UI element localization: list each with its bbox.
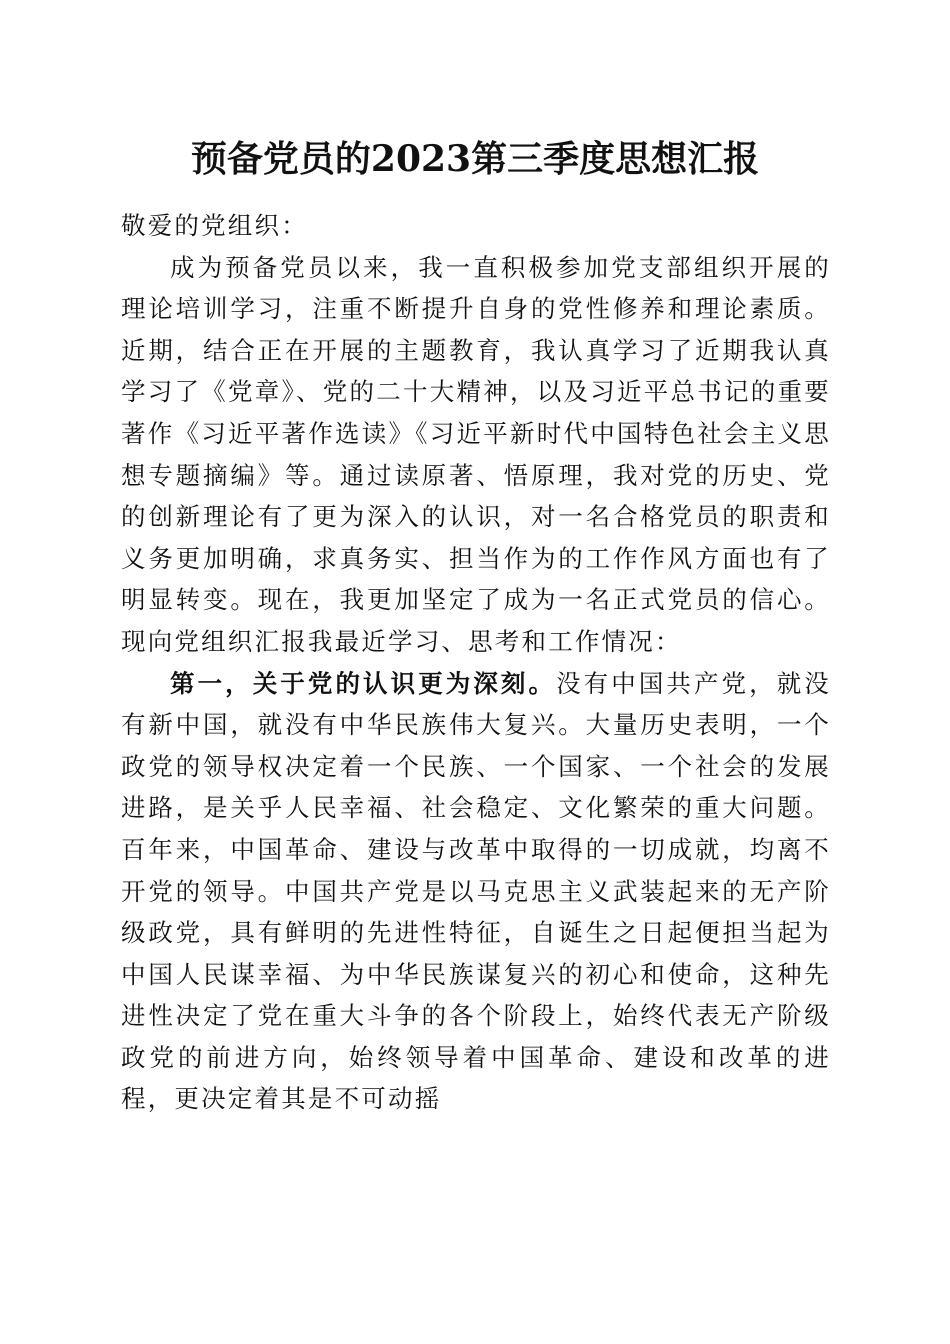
paragraph-first-point (121, 663, 831, 1121)
paragraph-lead: 第一，关于党的认识更为深刻。 (170, 668, 557, 698)
document-title: 预备党员的2023第三季度思想汇报 (190, 138, 760, 180)
paragraph-intro (121, 247, 831, 663)
paragraph-text: 成为预备党员以来，我一直积极参加党支部组织开展的理论培训学习，注重不断提升自身的党性修养和理论素质。近期，结合正在开展的主题教育，我认真学习了近期我认真学习了《党章》、党的二十大精神，以及习近平总书记的重要著作《习近平著作选读》《习近平新时代中国特色社会主义思想专题摘编》等。通过读原著、悟原理，我对党的历史、党的创新理论有了更为深入的认识，对一名合格党员的职责和义务更加明确，求真务实、担当作为的工作作风方面也有了明显转变。现在，我更加坚定了成为一名正式党员的信心。现向党组织汇报我最近学习、思考和工作情况： (121, 252, 831, 656)
document-body (121, 205, 831, 1120)
salutation: 敬爱的党组织： (121, 211, 308, 240)
paragraph-text: 没有中国共产党，就没有新中国，就没有中华民族伟大复兴。大量历史表明，一个政党的领导权决定着一个民族、一个国家、一个社会的发展进路，是关乎人民幸福、社会稳定、文化繁荣的重大问题。百年来，中国革命、建设与改革中取得的一切成就，均离不开党的领导。中国共产党是以马克思主义武装起来的无产阶级政党，具有鲜明的先进性特征，自诞生之日起便担当起为中国人民谋幸福、为中华民族谋复兴的初心和使命，这种先进性决定了党在重大斗争的各个阶段上，始终代表无产阶级政党的前进方向，始终领导着中国革命、建设和改革的进程，更决定着其是不可动摇 (121, 668, 831, 1114)
